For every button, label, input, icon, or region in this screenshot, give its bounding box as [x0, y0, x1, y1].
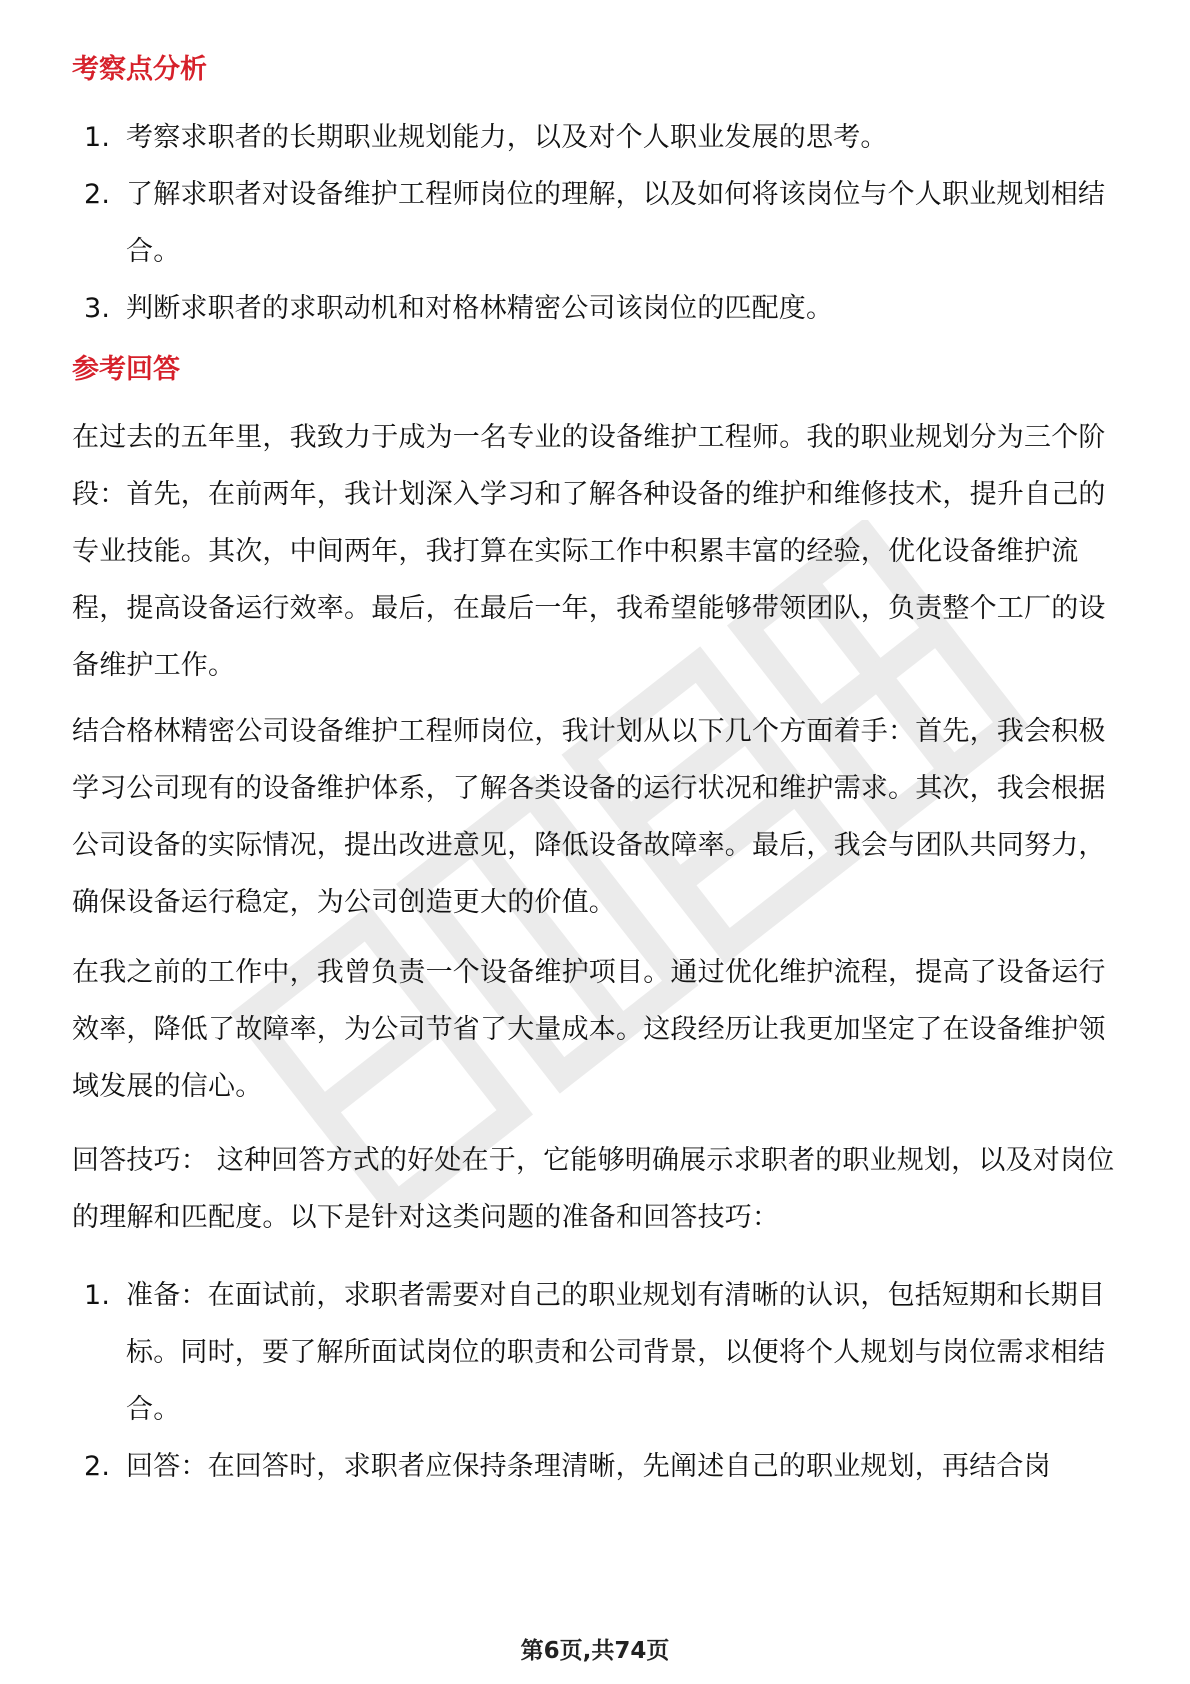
answer-paragraph: 结合格林精密公司设备维护工程师岗位，我计划从以下几个方面着手：首先，我会积极学习公司现有的设备维护体系，了解各类设备的运行状况和维护需求。其次，我会根据公司设备的实际情况，提出改进意见，降低设备故障率。最后，我会与团队共同努力，确保设备运行稳定，为公司创造更大的价值。 — [72, 716, 1106, 918]
answer-paragraph: 在过去的五年里，我致力于成为一名专业的设备维护工程师。我的职业规划分为三个阶段：首先，在前两年，我计划深入学习和了解各种设备的维护和维修技术，提升自己的专业技能。其次，中间两年，我打算在实际工作中积累丰富的经验，优化设备维护流程，提高设备运行效率。最后，在最后一年，我希望能够带领团队，负责整个工厂的设备维护工作。 — [72, 422, 1106, 681]
list-item-text: 回答：在回答时，求职者应保持条理清晰，先阐述自己的职业规划，再结合岗 — [126, 1451, 1051, 1482]
answer-tips-intro: 回答技巧： 这种回答方式的好处在于，它能够明确展示求职者的职业规划，以及对岗位的理解和匹配度。以下是针对这类问题的准备和回答技巧： — [72, 1145, 1115, 1233]
list-item-number: 2. — [84, 1451, 111, 1482]
list-item-text: 准备：在面试前，求职者需要对自己的职业规划有清晰的认识，包括短期和长期目标。同时，要了解所面试岗位的职责和公司背景，以便将个人规划与岗位需求相结合。 — [126, 1280, 1106, 1425]
list-item-number: 2. — [84, 179, 111, 210]
tips-list — [84, 1267, 1124, 1495]
list-item-text: 了解求职者对设备维护工程师岗位的理解，以及如何将该岗位与个人职业规划相结合。 — [126, 179, 1106, 267]
list-item-number: 1. — [84, 122, 111, 153]
section-heading-analysis: 考察点分析 — [72, 54, 207, 85]
section-heading-reference: 参考回答 — [72, 354, 180, 385]
list-item-text: 判断求职者的求职动机和对格林精密公司该岗位的匹配度。 — [126, 293, 834, 324]
list-item — [84, 166, 1124, 280]
analysis-list — [84, 109, 1124, 337]
page-number-footer: 第6页,共74页 — [520, 1638, 670, 1664]
list-item-text: 考察求职者的长期职业规划能力，以及对个人职业发展的思考。 — [126, 122, 888, 153]
list-item — [84, 1267, 1124, 1438]
list-item-number: 1. — [84, 1280, 111, 1311]
list-item-number: 3. — [84, 293, 111, 324]
answer-paragraph: 在我之前的工作中，我曾负责一个设备维护项目。通过优化维护流程，提高了设备运行效率，降低了故障率，为公司节省了大量成本。这段经历让我更加坚定了在设备维护领域发展的信心。 — [72, 957, 1106, 1102]
list-item — [84, 109, 1124, 166]
list-item — [84, 280, 1124, 337]
list-item — [84, 1438, 1124, 1495]
